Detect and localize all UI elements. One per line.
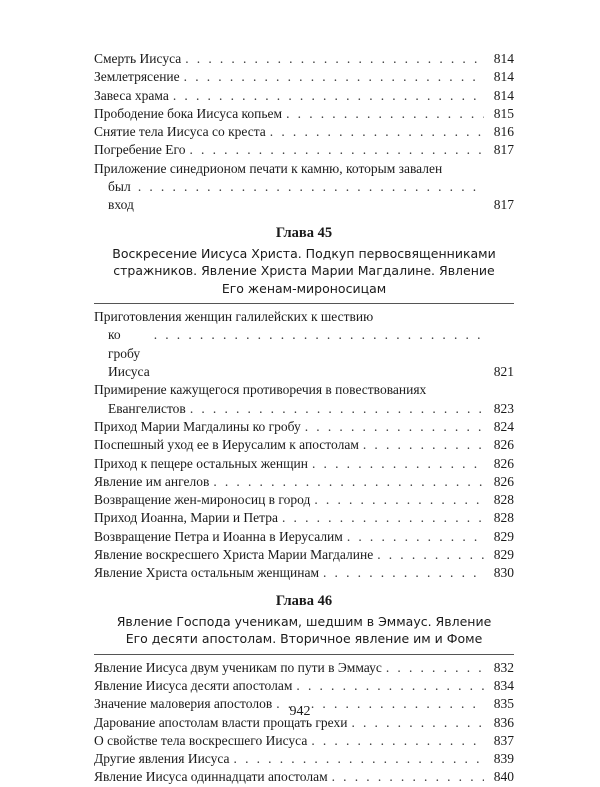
entry-page-number: 821	[493, 364, 514, 380]
entry-title-block	[94, 546, 488, 564]
toc-entry	[94, 768, 514, 786]
dot-leader	[189, 141, 484, 159]
entry-title-block	[94, 160, 488, 215]
entry-title: Другие явления Иисуса	[94, 751, 230, 767]
entry-page-number: 832	[493, 659, 514, 675]
entry-page-number: 837	[493, 732, 514, 748]
chapter-heading: Глава 45	[275, 224, 333, 241]
entry-page-number: 826	[493, 473, 514, 489]
entry-page-number: 826	[493, 437, 514, 453]
entry-title-block	[94, 87, 488, 105]
entry-title-block	[94, 381, 488, 418]
entry-page-number: 814	[493, 69, 514, 85]
entry-title: Смерть Иисуса	[94, 51, 182, 66]
entry-page-number: 815	[493, 105, 514, 121]
entry-title: Возвращение жен-мироносиц в город	[94, 492, 311, 508]
entry-page-number: 817	[493, 197, 514, 213]
entry-title-line	[94, 68, 488, 86]
toc-entry	[94, 308, 514, 381]
entry-title-line	[94, 123, 488, 141]
toc-entry	[94, 564, 514, 582]
entry-page-number: 839	[493, 751, 514, 767]
toc-entry	[94, 732, 514, 750]
entry-title: Явление воскресшего Христа Марии Магдалине	[94, 547, 374, 563]
entry-title-line	[94, 659, 488, 677]
dot-leader	[377, 546, 484, 564]
entry-title: Погребение Его	[94, 142, 186, 158]
entry-page-number: 830	[493, 565, 514, 581]
entry-title: Значение маловерия апостолов	[94, 696, 273, 712]
entry-title: Завеса храма	[94, 87, 169, 103]
entry-title: Прободение бока Иисуса копьем	[94, 105, 283, 121]
toc-entry	[94, 528, 514, 546]
entry-title: Приход Марии Магдалины ко гробу	[94, 418, 301, 434]
entry-title-block	[94, 105, 488, 123]
toc-entry	[94, 659, 514, 677]
entry-title-block	[94, 473, 488, 491]
entry-title-block	[94, 677, 488, 695]
toc-entry	[94, 436, 514, 454]
toc-entry	[94, 546, 514, 564]
entry-page-number: 816	[493, 124, 514, 140]
entry-title-line	[94, 436, 488, 454]
entry-title: О свойстве тела воскресшего Иисуса	[94, 732, 308, 748]
entry-title: Явление Иисуса десяти апостолам	[94, 677, 293, 693]
entry-title: Явление Христа остальным женщинам	[94, 565, 319, 581]
dot-leader	[138, 178, 484, 196]
dot-leader	[296, 677, 484, 695]
toc-entry	[94, 750, 514, 768]
entry-title-line	[94, 528, 488, 546]
entry-title-block	[94, 768, 488, 786]
entry-page-number: 828	[493, 510, 514, 526]
entry-title-cont-text: Евангелистов	[108, 400, 186, 416]
entry-title-line	[94, 105, 488, 123]
dot-leader	[386, 659, 484, 677]
entry-page-number: 814	[493, 87, 514, 103]
entry-title-block	[94, 509, 488, 527]
entry-title-line	[94, 750, 488, 768]
entry-page-number: 836	[493, 714, 514, 730]
toc-entry	[94, 141, 514, 159]
entry-title: Приход к пещере остальных женщин	[94, 455, 308, 471]
chapter-divider	[94, 654, 514, 655]
entry-title: Снятие тела Иисуса со креста	[94, 124, 266, 140]
entry-title-block	[94, 436, 488, 454]
entry-title-block	[94, 659, 488, 677]
entry-title-block	[94, 750, 488, 768]
toc-entry	[94, 123, 514, 141]
dot-leader	[312, 455, 484, 473]
toc-entry	[94, 677, 514, 695]
entry-title-line	[94, 732, 488, 750]
entry-title-block	[94, 491, 488, 509]
toc-entry	[94, 509, 514, 527]
entry-title: Приготовления женщин галилейских к шествию	[94, 309, 374, 325]
chapter-summary: Явление Господа ученикам, шедшим в Эммаус. Явление Его десяти апостолам. Вторичное явление им и Фоме	[116, 613, 492, 647]
entry-title: Дарование апостолам власти прощать грехи	[94, 714, 348, 730]
entry-page-number: 835	[493, 696, 514, 712]
entry-title-line	[94, 509, 488, 527]
entry-title: Явление Иисуса одиннадцати апостолам	[94, 769, 328, 785]
entry-title-line	[94, 473, 488, 491]
dot-leader	[154, 326, 484, 344]
entry-title: Примирение кажущегося противоречия в повествованиях	[94, 382, 427, 398]
entry-title: Землетрясение	[94, 69, 180, 85]
dot-leader	[190, 400, 484, 418]
toc-entry	[94, 418, 514, 436]
entry-title: Явление им ангелов	[94, 473, 210, 489]
entry-title-line	[94, 491, 488, 509]
entry-title-line	[94, 87, 488, 105]
chapter-divider	[94, 303, 514, 304]
entry-page-number: 829	[493, 528, 514, 544]
dot-leader	[173, 87, 484, 105]
toc-entry	[94, 381, 514, 418]
entry-title: Приход Иоанна, Марии и Петра	[94, 510, 278, 526]
dot-leader	[311, 732, 484, 750]
entry-title-line	[94, 564, 488, 582]
toc-entry	[94, 160, 514, 215]
entry-title-block	[94, 455, 488, 473]
entry-title-line	[94, 546, 488, 564]
entry-title-block	[94, 68, 488, 86]
entry-title-line	[94, 418, 488, 436]
entry-title-block	[94, 141, 488, 159]
entry-title-block	[94, 732, 488, 750]
chapter-heading: Глава 46	[275, 592, 333, 609]
entry-title-block	[94, 308, 488, 381]
entry-title-continuation	[94, 400, 488, 418]
toc-entry	[94, 50, 514, 68]
toc-entry	[94, 105, 514, 123]
entry-page-number: 840	[493, 769, 514, 785]
entry-title-line	[94, 50, 488, 68]
entry-title: Поспешный уход ее в Иерусалим к апостолам	[94, 437, 359, 453]
dot-leader	[347, 528, 484, 546]
entry-title: Явление Иисуса двум ученикам по пути в Эммаус	[94, 659, 382, 675]
dot-leader	[282, 509, 484, 527]
entry-title-cont-text: был вход	[108, 179, 134, 213]
entry-page-number: 814	[493, 51, 514, 66]
dot-leader	[314, 491, 484, 509]
entry-title-cont-text: ко гробу Иисуса	[108, 327, 150, 380]
entry-title-block	[94, 123, 488, 141]
entry-title-line	[94, 141, 488, 159]
dot-leader	[234, 750, 484, 768]
chapter-summary: Воскресение Иисуса Христа. Подкуп первосвященниками стражников. Явление Христа Марии Магдалине. Явление Его женам-мироносицам	[112, 245, 496, 296]
entry-title-line	[94, 768, 488, 786]
entry-title: Возвращение Петра и Иоанна в Иерусалим	[94, 528, 343, 544]
entry-title-line	[94, 677, 488, 695]
dot-leader	[185, 50, 484, 68]
entry-title-block	[94, 564, 488, 582]
entry-title-block	[94, 418, 488, 436]
entry-page-number: 826	[493, 455, 514, 471]
dot-leader	[286, 105, 484, 123]
entry-page-number: 817	[493, 142, 514, 158]
dot-leader	[270, 123, 484, 141]
dot-leader	[305, 418, 484, 436]
entry-page-number: 823	[493, 400, 514, 416]
dot-leader	[323, 564, 484, 582]
dot-leader	[213, 473, 484, 491]
dot-leader	[332, 768, 484, 786]
entry-page-number: 828	[493, 492, 514, 508]
toc-entry	[94, 87, 514, 105]
page-number: 942	[289, 704, 311, 719]
table-of-contents	[94, 50, 514, 787]
entry-title-continuation	[94, 326, 488, 381]
entry-title-continuation	[94, 178, 488, 215]
entry-title-block	[94, 528, 488, 546]
toc-entry	[94, 491, 514, 509]
dot-leader	[184, 68, 484, 86]
entry-title-block	[94, 50, 488, 68]
toc-entry	[94, 455, 514, 473]
toc-entry	[94, 68, 514, 86]
toc-entry	[94, 473, 514, 491]
entry-title: Приложение синедрионом печати к камню, которым завален	[94, 160, 443, 176]
entry-page-number: 834	[493, 677, 514, 693]
entry-title-line	[94, 455, 488, 473]
entry-page-number: 824	[493, 418, 514, 434]
entry-page-number: 829	[493, 547, 514, 563]
dot-leader	[363, 436, 484, 454]
